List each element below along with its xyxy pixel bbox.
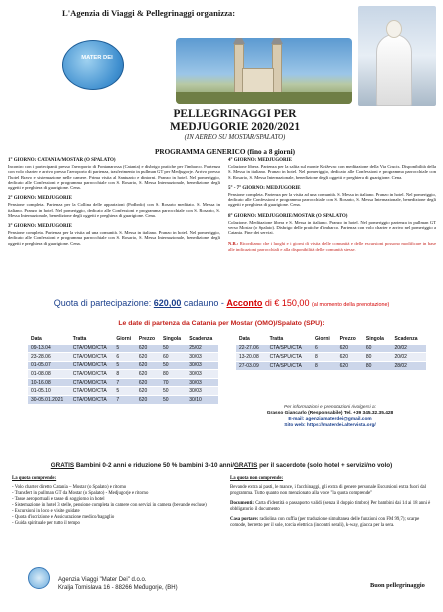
subtitle: (IN AEREO SU MOSTAR/SPALATO): [184, 134, 286, 141]
excludes-heading: La quota non comprende:: [230, 476, 284, 481]
cell: 50: [160, 396, 186, 405]
gratis-word-2: GRATIS: [234, 462, 258, 469]
statue-body: [376, 34, 412, 106]
header-data: Data: [31, 336, 42, 343]
cell: 5: [113, 361, 136, 370]
dates-title: Le date di partenza da Catania per Mostar (OMO)/Spalato (SPU):: [118, 320, 325, 327]
header-tratta: Tratta: [72, 336, 87, 343]
cell: 20/02: [391, 344, 426, 353]
price-line: [0, 298, 443, 308]
header-singola: Singola: [163, 336, 182, 343]
program-title: PROGRAMMA GENERICO (fino a 8 giorni): [155, 148, 295, 156]
documents-paragraph: [230, 501, 435, 513]
cell: 620: [337, 361, 363, 370]
cell: CTA/OMO/CTA: [70, 378, 114, 387]
cell: CTA/OMO/CTA: [70, 396, 114, 405]
cell: 09-13.04: [28, 344, 70, 353]
cell: 70: [160, 378, 186, 387]
cell: 620: [136, 361, 160, 370]
table-row: [28, 361, 218, 370]
deposit-label: Acconto: [226, 298, 263, 308]
day-text: Colazione libera. Partenza per la salita sul monte Križevac con meditazione della Via Crucis. Disponibilità della S. Messa in italiano. Pranzo in hotel. Nel pomeriggio, dedicato alle Confessioni e programma parrocchiale con S. Rosario, S. Messa Internazionale, benedizione degli oggetti e preghiera di guarigione. Cena.: [228, 164, 436, 180]
cell: CTA/OMO/CTA: [70, 344, 114, 353]
cell: 620: [136, 387, 160, 396]
price-label: Quota di partecipazione:: [53, 298, 152, 308]
day-block: [8, 158, 220, 190]
cell: CTA/SPU/CTA: [267, 344, 312, 353]
table-row: [28, 396, 218, 405]
packing-text: radiolina con cuffia (per traduzione simultanea delle funzioni con FM 99,7); scarpe comode, berretto per il sole, torcia elettrica (incontri serali), k-way, giacca per la sera.: [230, 517, 420, 528]
list-item: - Transfert in pullman GT da Mostar (o Spalato) - Medjugorje e ritorno: [12, 491, 217, 497]
table-row: [236, 361, 426, 370]
day-text: Pensione completa. Partenza per la visita ad una comunità. S. Messa in italiano. Pranzo in hotel. Nel pomeriggio, dedicato alle Confessioni e programma parrocchiale con S. Rosario, S. Messa Internazionale, benedizione degli oggetti e preghiera di guarigione. Cena.: [8, 230, 220, 246]
header-data: Data: [239, 336, 250, 343]
gratis-word-1: GRATIS: [50, 462, 75, 469]
cell: 30/10: [186, 396, 218, 405]
table-row: [28, 344, 218, 353]
day-block: [228, 186, 436, 208]
cell: 50: [160, 387, 186, 396]
table-row: [28, 353, 218, 362]
cell: 80: [363, 361, 392, 370]
includes-list: [12, 485, 217, 527]
cell: 25/02: [186, 344, 218, 353]
mater-dei-logo: [62, 40, 124, 90]
closing-text: Buon pellegrinaggio: [370, 582, 425, 589]
day-title: 3° GIORNO: MEDJUGORIE: [8, 224, 72, 230]
cell: 30/03: [186, 370, 218, 379]
day-title: 4° GIORNO: MEDJUGORIE: [228, 158, 292, 163]
day-title: 2° GIORNO: MEDJUGORIE: [8, 196, 72, 202]
header-scadenza: Scadenza: [394, 336, 418, 343]
header-prezzo: Prezzo: [339, 336, 356, 343]
cell: 50: [160, 361, 186, 370]
cell: 13-20.08: [236, 353, 267, 362]
header-giorni: Giorni: [116, 336, 132, 343]
cell: 01-05.10: [28, 387, 70, 396]
organizer-text: L'Agenzia di Viaggi & Pellegrinaggi organizza:: [62, 8, 236, 18]
header-scadenza: Scadenza: [189, 336, 213, 343]
cell: 7: [113, 378, 136, 387]
main-title: [140, 108, 330, 133]
table-header-row: [236, 335, 426, 344]
statue-head: [386, 20, 402, 38]
list-item: - Quota d'iscrizione e Assicurazione medico/bagaglio: [12, 515, 217, 521]
title-line2: MEDJUGORIE 2020/2021: [169, 120, 301, 133]
cell: 620: [337, 344, 363, 353]
cell: 60: [363, 344, 392, 353]
excludes-section: [230, 476, 435, 533]
cell: 23-28.06: [28, 353, 70, 362]
cell: 620: [136, 396, 160, 405]
cell: 8: [113, 370, 136, 379]
list-item: - Escursioni in loco e visite guidate: [12, 509, 217, 515]
nb-note: [228, 241, 436, 251]
packing-paragraph: [230, 517, 435, 529]
footer-agency-address: Kralja Tomislava 16 - 88266 Međugorje, (BH): [58, 585, 178, 591]
day-text: Incontro con i partecipanti presso l'aeroporto di Fontanarossa (Catania) e disbrigo pratiche per l'imbarco. Partenza con volo charter e arrivo presso l'aeroporto di partenza, trasferimento in pullman GT per Medjugorje. Arrivo presso l'hotel Bravo e sistemazione nelle camere. Prima visita al Santuario e dintorni. Pranzo in hotel. Nel pomeriggio, dedicato alle Confessioni e programma parrocchiale con S. Rosario, S. Messa Internazionale, benedizione degli oggetti e preghiera di guarigione. Cena.: [8, 164, 220, 191]
table-row: [28, 387, 218, 396]
cell: 620: [136, 370, 160, 379]
cell: 620: [337, 353, 363, 362]
table-row: [28, 370, 218, 379]
ground: [176, 92, 352, 104]
church-nave: [242, 68, 274, 94]
footer-agency-name: Agenzia Viaggi "Mater Dei" d.o.o.: [58, 577, 147, 583]
cell: 01-08.08: [28, 370, 70, 379]
day-title: 1° GIORNO: CATANIA/MOSTAR (O SPALATO): [8, 158, 116, 163]
info-email[interactable]: E-mail: agenziamaterdei@gmail.com: [288, 417, 372, 422]
cell: 6: [312, 344, 337, 353]
cell: CTA/SPU/CTA: [267, 353, 312, 362]
gratis-text-2: per il sacerdote (solo hotel + servizi/no volo): [259, 462, 393, 469]
cell: 30/03: [186, 378, 218, 387]
cell: 80: [363, 353, 392, 362]
documents-text: Carta d'identità o passaporto validi (senza il doppio timbro) Per bambini dai 14 ai 18 anni è obbligatorio il documento: [230, 501, 431, 512]
day-text: Pensione completa. Partenza per la Collina delle apparizioni (Podbrdo) con S. Rosario meditato. S. Messa in italiano. Pranzo in hotel. Nel pomeriggio, dedicato alle Confessioni e programma parrocchiale con S. Rosario, S. Messa Internazionale, benedizione degli oggetti e preghiera di guarigione. Cena.: [8, 202, 220, 218]
cell: 8: [312, 361, 337, 370]
day-block: [8, 224, 220, 246]
cell: 620: [136, 353, 160, 362]
gratis-text-1: Bambini 0-2 anni e riduzione 50 % bambini 3-10 anni/: [75, 462, 234, 469]
cell: CTA/OMO/CTA: [70, 361, 114, 370]
cell: 5: [113, 387, 136, 396]
info-contact: Grasso Giancarlo (Responsabile) Tel. +39 345.32.35.428: [266, 411, 394, 416]
deposit-amount: di € 150,00: [264, 298, 310, 308]
cell: 5: [113, 344, 136, 353]
nb-label: N.B.:: [228, 241, 239, 247]
day-text: Colazione. Meditazione libera e S. Messa in italiano. Pranzo in hotel. Nel pomeriggio partenza in pullman GT verso Mostar (o Spalato). Disbrigo delle pratiche d'imbarco. Partenza con volo charter e arrivo nel pomeriggio a Catania. Fine dei servizi.: [228, 219, 436, 236]
cell: 30-05.01.2021: [28, 396, 70, 405]
cell: 20/02: [391, 353, 426, 362]
dates-table-mostar: [28, 335, 218, 404]
deposit-note: (al momento della prenotazione): [311, 302, 390, 308]
cell: 01-05.07: [28, 361, 70, 370]
day-block: [228, 158, 436, 180]
table-header-row: [28, 335, 218, 344]
gratis-line: [0, 462, 443, 469]
cell: 30/03: [186, 353, 218, 362]
cell: 22-27.06: [236, 344, 267, 353]
logo-text: MATER DEI: [81, 55, 113, 61]
agency-logo-small: [28, 567, 50, 589]
cell: 28/02: [391, 361, 426, 370]
includes-heading: La quota comprende:: [12, 476, 57, 481]
day-text: Pensione completa. Partenza per la visita ad una comunità. S. Messa in italiano. Pranzo in hotel. Nel pomeriggio, dedicato alle Confessioni e programma parrocchiale con S. Rosario, S. Messa Internazionale, benedizione degli oggetti e preghiera di guarigione. Cena.: [228, 192, 436, 208]
program-left-column: [8, 158, 220, 252]
cell: 50: [160, 344, 186, 353]
nb-text: Ricordiamo che i luoghi e i giorni di visita delle comunità e delle escursioni possono modificare in base alle indicazioni parrocchiali e alla disponibilità delle comunità stesse.: [228, 241, 436, 252]
contact-info: [220, 405, 440, 429]
footer-agency: [58, 576, 178, 592]
cell: 60: [160, 353, 186, 362]
table-row: [28, 378, 218, 387]
list-item: - Volo charter diretto Catania – Mostar (o Spalato) e ritorno: [12, 485, 217, 491]
cell: 27-03.09: [236, 361, 267, 370]
dates-table-spalato: [236, 335, 426, 370]
documents-label: Documenti:: [230, 501, 254, 506]
cell: 620: [136, 344, 160, 353]
header-prezzo: Prezzo: [138, 336, 156, 343]
header-giorni: Giorni: [315, 336, 330, 343]
excludes-text: Bevande extra ai pasti, le mance, i facchinaggi, gli extra di genere personale Escursioni extra fuori dal programma. Tutto quanto non menzionato alla voce "la quota comprende": [230, 485, 426, 496]
price-per: cadauno -: [183, 298, 224, 308]
church-photo: [176, 38, 352, 104]
header-tratta: Tratta: [269, 336, 284, 343]
header-singola: Singola: [365, 336, 384, 343]
cell: 8: [312, 353, 337, 362]
day-block: [228, 214, 436, 236]
info-website[interactable]: Sito web: https://materdei.altervista.org/: [284, 423, 376, 428]
info-heading: Per informazioni e prenotazioni rivolgersi a:: [284, 405, 376, 410]
table-row: [236, 344, 426, 353]
cell: 7: [113, 396, 136, 405]
cell: 30/03: [186, 361, 218, 370]
cell: 620: [136, 378, 160, 387]
list-item: - Guida spirituale per tutto il tempo: [12, 521, 217, 527]
day-block: [8, 196, 220, 218]
packing-label: Casa portare:: [230, 517, 259, 522]
table-row: [236, 353, 426, 362]
cell: 10-16.08: [28, 378, 70, 387]
cell: CTA/OMO/CTA: [70, 353, 114, 362]
cell: 30/03: [186, 387, 218, 396]
cell: CTA/OMO/CTA: [70, 387, 114, 396]
list-item: - Sistemazione in hotel 3 stelle, pensione completa in camere con servizi in camera (bevande escluse): [12, 503, 217, 509]
program-right-column: [228, 158, 436, 252]
list-item: - Tasse aeroportuali e tasse di soggiorno in hotel: [12, 497, 217, 503]
cell: CTA/OMO/CTA: [70, 370, 114, 379]
day-title: 8° GIORNO: MEDJUGORIE/MOSTAR (O SPALATO): [228, 213, 348, 219]
title-line1: PELLEGRINAGGI PER: [173, 108, 297, 120]
cell: 6: [113, 353, 136, 362]
includes-section: [12, 476, 217, 527]
cell: CTA/SPU/CTA: [267, 361, 312, 370]
day-title: 5° - 7° GIORNO: MEDJUGORIE: [228, 185, 301, 191]
madonna-statue-photo: [358, 6, 436, 106]
price-amount: 620,00: [153, 298, 182, 308]
cell: 80: [160, 370, 186, 379]
